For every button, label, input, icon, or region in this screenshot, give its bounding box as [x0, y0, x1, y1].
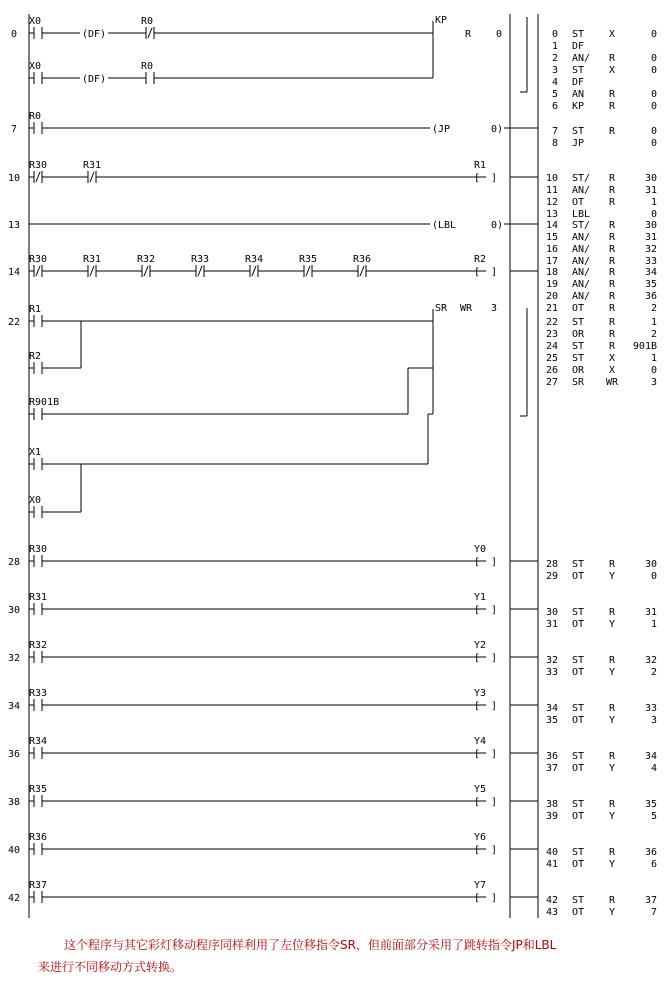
mnemonic-step: 10 — [545, 173, 558, 184]
coil-bracket-left: [ — [474, 749, 481, 760]
mnemonic-number: 34 — [644, 267, 657, 278]
step-number: 22 — [7, 317, 21, 328]
mnemonic-op: ST — [572, 751, 585, 762]
mnemonic-device: X — [608, 365, 616, 376]
mnemonic-device: R — [608, 173, 616, 184]
mnemonic-number: 37 — [644, 895, 657, 906]
mnemonic-step: 42 — [545, 895, 558, 906]
mnemonic-step: 18 — [545, 267, 558, 278]
contact-r35: R35 — [299, 254, 318, 265]
mnemonic-step: 0 — [551, 29, 558, 40]
coil-bracket-left: [ — [474, 557, 481, 568]
mnemonic-number: 2 — [650, 667, 657, 678]
mnemonic-number: 36 — [644, 847, 657, 858]
mnemonic-number: 33 — [644, 256, 657, 267]
coil-label: Y1 — [474, 592, 487, 603]
mnemonic-device: X — [608, 65, 616, 76]
mnemonic-step: 30 — [545, 607, 558, 618]
mnemonic-step: 7 — [551, 126, 558, 137]
mnemonic-step: 16 — [545, 244, 558, 255]
contact-r30: R30 — [29, 254, 48, 265]
contact-x0: X0 — [29, 61, 42, 72]
mnemonic-op: KP — [572, 101, 585, 112]
mnemonic-device: R — [608, 279, 616, 290]
mnemonic-op: OT — [572, 811, 585, 822]
instruction-jp: (JP — [432, 124, 451, 135]
mnemonic-number: 1 — [650, 353, 657, 364]
mnemonic-device: R — [608, 895, 616, 906]
coil-label: Y6 — [474, 832, 487, 843]
contact-r32: R32 — [137, 254, 156, 265]
coil-bracket-left: [ — [474, 797, 481, 808]
mnemonic-op: ST — [572, 847, 585, 858]
nc-slash — [360, 266, 364, 276]
mnemonic-number: 33 — [644, 703, 657, 714]
step-number: 30 — [7, 605, 21, 616]
mnemonic-step: 13 — [545, 209, 558, 220]
mnemonic-device: Y — [608, 667, 616, 678]
mnemonic-step: 1 — [551, 41, 558, 52]
mnemonic-device: R — [608, 267, 616, 278]
mnemonic-device: Y — [608, 907, 616, 918]
mnemonic-step: 14 — [545, 220, 558, 231]
mnemonic-number: 7 — [650, 907, 657, 918]
mnemonic-device: R — [608, 303, 616, 314]
mnemonic-op: AN/ — [572, 267, 591, 278]
contact-x0: X0 — [29, 16, 42, 27]
nc-slash — [90, 266, 94, 276]
coil-bracket-left: [ — [474, 893, 481, 904]
step-number: 14 — [7, 267, 21, 278]
mnemonic-number: 32 — [644, 655, 657, 666]
mnemonic-number: 0 — [650, 89, 657, 100]
mnemonic-step: 43 — [545, 907, 558, 918]
mnemonic-op: AN/ — [572, 291, 591, 302]
contact-r34: R34 — [29, 736, 48, 747]
mnemonic-number: 6 — [650, 859, 657, 870]
mnemonic-op: ST/ — [572, 173, 591, 184]
mnemonic-number: 1 — [650, 197, 657, 208]
nc-slash — [198, 266, 202, 276]
mnemonic-number: 0 — [650, 571, 657, 582]
mnemonic-device: R — [608, 256, 616, 267]
mnemonic-op: ST — [572, 29, 585, 40]
mnemonic-op: OR — [572, 365, 585, 376]
mnemonic-op: OT — [572, 571, 585, 582]
mnemonic-step: 35 — [545, 715, 558, 726]
coil-bracket-right: ] — [491, 173, 498, 184]
mnemonic-op: DF — [572, 41, 585, 52]
step-number: 28 — [7, 557, 21, 568]
mnemonic-op: AN/ — [572, 256, 591, 267]
mnemonic-device: R — [608, 126, 616, 137]
mnemonic-step: 8 — [551, 138, 558, 149]
sr-arg-value: 3 — [491, 303, 498, 314]
contact-r32: R32 — [29, 640, 48, 651]
mnemonic-step: 23 — [545, 329, 558, 340]
mnemonic-number: 0 — [650, 138, 657, 149]
mnemonic-number: 35 — [644, 279, 657, 290]
mnemonic-step: 40 — [545, 847, 558, 858]
mnemonic-op: AN/ — [572, 232, 591, 243]
coil-label: Y3 — [474, 688, 487, 699]
coil-bracket-right: ] — [491, 893, 498, 904]
mnemonic-op: OT — [572, 715, 585, 726]
mnemonic-number: 0 — [650, 101, 657, 112]
contact-r36: R36 — [29, 832, 48, 843]
mnemonic-step: 11 — [545, 185, 558, 196]
instruction-arg: 0) — [491, 124, 504, 135]
mnemonic-device: R — [608, 197, 616, 208]
mnemonic-op: SR — [572, 377, 585, 388]
mnemonic-number: 2 — [650, 329, 657, 340]
mnemonic-step: 22 — [545, 317, 558, 328]
coil-bracket-left: [ — [474, 173, 481, 184]
mnemonic-step: 37 — [545, 763, 558, 774]
step-number: 40 — [7, 845, 21, 856]
mnemonic-device: Y — [608, 571, 616, 582]
mnemonic-device: R — [608, 101, 616, 112]
mnemonic-device: R — [608, 291, 616, 302]
mnemonic-step: 4 — [551, 77, 558, 88]
mnemonic-device: R — [608, 751, 616, 762]
mnemonic-op: OT — [572, 303, 585, 314]
kp-arg-value: 0 — [496, 29, 503, 40]
coil-bracket-left: [ — [474, 701, 481, 712]
step-number: 36 — [7, 749, 21, 760]
coil-label: R1 — [474, 160, 487, 171]
mnemonic-op: ST — [572, 65, 585, 76]
mnemonic-device: R — [608, 341, 616, 352]
sr-arg-register: WR — [460, 303, 473, 314]
mnemonic-device: Y — [608, 859, 616, 870]
coil-label: Y2 — [474, 640, 487, 651]
mnemonic-device: R — [608, 655, 616, 666]
mnemonic-number: 901B — [632, 341, 657, 352]
step-number: 7 — [10, 124, 18, 135]
mnemonic-op: ST — [572, 559, 585, 570]
coil-label: Y5 — [474, 784, 487, 795]
contact-r35: R35 — [29, 784, 48, 795]
mnemonic-number: 3 — [650, 377, 657, 388]
contact-r30: R30 — [29, 160, 48, 171]
mnemonic-device: Y — [608, 619, 616, 630]
coil-bracket-right: ] — [491, 267, 498, 278]
mnemonic-device: Y — [608, 763, 616, 774]
mnemonic-device: X — [608, 29, 616, 40]
mnemonic-number: 1 — [650, 317, 657, 328]
mnemonic-op: ST — [572, 895, 585, 906]
coil-bracket-left: [ — [474, 605, 481, 616]
mnemonic-device: R — [608, 53, 616, 64]
mnemonic-number: 31 — [644, 232, 657, 243]
contact-r0: R0 — [141, 61, 154, 72]
mnemonic-device: R — [608, 703, 616, 714]
coil-bracket-left: [ — [474, 845, 481, 856]
mnemonic-step: 26 — [545, 365, 558, 376]
mnemonic-number: 31 — [644, 185, 657, 196]
mnemonic-step: 39 — [545, 811, 558, 822]
instruction-sr: SR — [435, 303, 448, 314]
nc-slash — [36, 266, 40, 276]
contact-r0-nc: R0 — [141, 16, 154, 27]
contact-r30: R30 — [29, 544, 48, 555]
mnemonic-number: 2 — [650, 303, 657, 314]
step-number: 10 — [7, 173, 21, 184]
instruction-lbl: (LBL — [432, 220, 457, 231]
mnemonic-step: 12 — [545, 197, 558, 208]
nc-slash — [144, 266, 148, 276]
mnemonic-step: 34 — [545, 703, 558, 714]
step-number: 0 — [10, 29, 18, 40]
mnemonic-step: 5 — [551, 89, 558, 100]
contact-x1: X1 — [29, 447, 42, 458]
coil-label: Y7 — [474, 880, 487, 891]
coil-bracket-right: ] — [491, 653, 498, 664]
mnemonic-op: ST — [572, 607, 585, 618]
coil-bracket-left: [ — [474, 267, 481, 278]
mnemonic-step: 6 — [551, 101, 558, 112]
mnemonic-step: 38 — [545, 799, 558, 810]
contact-r34: R34 — [245, 254, 264, 265]
mnemonic-number: 34 — [644, 751, 657, 762]
mnemonic-step: 41 — [545, 859, 558, 870]
mnemonic-step: 3 — [551, 65, 558, 76]
coil-label: Y0 — [474, 544, 487, 555]
mnemonic-step: 36 — [545, 751, 558, 762]
mnemonic-op: ST — [572, 353, 585, 364]
contact-r2: R2 — [29, 351, 42, 362]
nc-slash — [252, 266, 256, 276]
explanation-caption — [38, 934, 638, 978]
mnemonic-device: X — [608, 353, 616, 364]
mnemonic-step: 20 — [545, 291, 558, 302]
mnemonic-step: 15 — [545, 232, 558, 243]
step-number: 42 — [7, 893, 21, 904]
mnemonic-step: 31 — [545, 619, 558, 630]
mnemonic-op: JP — [572, 138, 585, 149]
mnemonic-number: 0 — [650, 365, 657, 376]
contact-r36: R36 — [353, 254, 372, 265]
mnemonic-op: OT — [572, 763, 585, 774]
mnemonic-op: ST — [572, 799, 585, 810]
mnemonic-device: R — [608, 329, 616, 340]
mnemonic-device: R — [608, 232, 616, 243]
mnemonic-number: 30 — [644, 559, 657, 570]
mnemonic-op: AN/ — [572, 53, 591, 64]
mnemonic-number: 30 — [644, 220, 657, 231]
coil-bracket-right: ] — [491, 557, 498, 568]
mnemonic-step: 17 — [545, 256, 558, 267]
mnemonic-number: 0 — [650, 126, 657, 137]
nc-slash — [90, 172, 94, 182]
coil-label: R2 — [474, 254, 487, 265]
mnemonic-step: 32 — [545, 655, 558, 666]
mnemonic-number: 3 — [650, 715, 657, 726]
mnemonic-number: 4 — [650, 763, 657, 774]
mnemonic-op: OT — [572, 667, 585, 678]
mnemonic-op: OT — [572, 907, 585, 918]
mnemonic-number: 36 — [644, 291, 657, 302]
mnemonic-op: AN — [572, 89, 585, 100]
mnemonic-step: 24 — [545, 341, 558, 352]
contact-r901b: R901B — [29, 397, 60, 408]
mnemonic-step: 33 — [545, 667, 558, 678]
contact-r37: R37 — [29, 880, 48, 891]
mnemonic-device: R — [608, 607, 616, 618]
step-number: 34 — [7, 701, 21, 712]
contact-r33: R33 — [29, 688, 48, 699]
contact-r31: R31 — [83, 254, 102, 265]
mnemonic-number: 1 — [650, 619, 657, 630]
mnemonic-step: 27 — [545, 377, 558, 388]
step-number: 32 — [7, 653, 21, 664]
contact-r1: R1 — [29, 304, 42, 315]
mnemonic-op: OT — [572, 619, 585, 630]
contact-r33: R33 — [191, 254, 210, 265]
mnemonic-step: 2 — [551, 53, 558, 64]
mnemonic-number: 0 — [650, 29, 657, 40]
mnemonic-number: 0 — [650, 53, 657, 64]
contact-r31: R31 — [29, 592, 48, 603]
mnemonic-number: 0 — [650, 65, 657, 76]
mnemonic-device: R — [608, 89, 616, 100]
coil-bracket-right: ] — [491, 701, 498, 712]
coil-bracket-right: ] — [491, 797, 498, 808]
instruction-kp: KP — [435, 15, 448, 26]
mnemonic-step: 25 — [545, 353, 558, 364]
mnemonic-device: Y — [608, 715, 616, 726]
mnemonic-step: 19 — [545, 279, 558, 290]
contact-x0: X0 — [29, 495, 42, 506]
mnemonic-op: AN/ — [572, 244, 591, 255]
mnemonic-op: ST — [572, 317, 585, 328]
coil-bracket-right: ] — [491, 845, 498, 856]
mnemonic-device: Y — [608, 811, 616, 822]
mnemonic-step: 21 — [545, 303, 558, 314]
step-number: 13 — [7, 220, 21, 231]
mnemonic-op: ST — [572, 703, 585, 714]
mnemonic-op: ST/ — [572, 220, 591, 231]
nc-slash — [306, 266, 310, 276]
mnemonic-op: AN/ — [572, 279, 591, 290]
mnemonic-number: 30 — [644, 173, 657, 184]
df-function: (DF) — [82, 29, 107, 40]
coil-bracket-right: ] — [491, 605, 498, 616]
contact-r31: R31 — [83, 160, 102, 171]
contact-r0: R0 — [29, 111, 42, 122]
caption-line-2: 来进行不同移动方式转换。 — [38, 960, 183, 974]
mnemonic-op: ST — [572, 655, 585, 666]
mnemonic-device: R — [608, 317, 616, 328]
mnemonic-op: LBL — [572, 209, 591, 220]
mnemonic-number: 0 — [650, 209, 657, 220]
mnemonic-device: R — [608, 799, 616, 810]
mnemonic-step: 28 — [545, 559, 558, 570]
mnemonic-op: ST — [572, 126, 585, 137]
instruction-arg: 0) — [491, 220, 504, 231]
mnemonic-op: OR — [572, 329, 585, 340]
mnemonic-device: R — [608, 220, 616, 231]
mnemonic-number: 32 — [644, 244, 657, 255]
coil-label: Y4 — [474, 736, 487, 747]
mnemonic-device: R — [608, 559, 616, 570]
mnemonic-number: 35 — [644, 799, 657, 810]
mnemonic-op: AN/ — [572, 185, 591, 196]
mnemonic-device: R — [608, 847, 616, 858]
caption-line-1: 这个程序与其它彩灯移动程序同样利用了左位移指令SR，但前面部分采用了跳转指令JP和LBL — [64, 938, 557, 952]
nc-slash — [36, 172, 40, 182]
coil-bracket-left: [ — [474, 653, 481, 664]
df-function: (DF) — [82, 74, 107, 85]
coil-bracket-right: ] — [491, 749, 498, 760]
kp-arg-register: R — [465, 29, 472, 40]
mnemonic-device: R — [608, 244, 616, 255]
mnemonic-device: R — [608, 185, 616, 196]
mnemonic-step: 29 — [545, 571, 558, 582]
mnemonic-number: 5 — [650, 811, 657, 822]
mnemonic-op: DF — [572, 77, 585, 88]
nc-slash — [148, 28, 152, 38]
mnemonic-op: ST — [572, 341, 585, 352]
mnemonic-op: OT — [572, 197, 585, 208]
step-number: 38 — [7, 797, 21, 808]
mnemonic-op: OT — [572, 859, 585, 870]
mnemonic-number: 31 — [644, 607, 657, 618]
mnemonic-device: WR — [605, 377, 619, 388]
